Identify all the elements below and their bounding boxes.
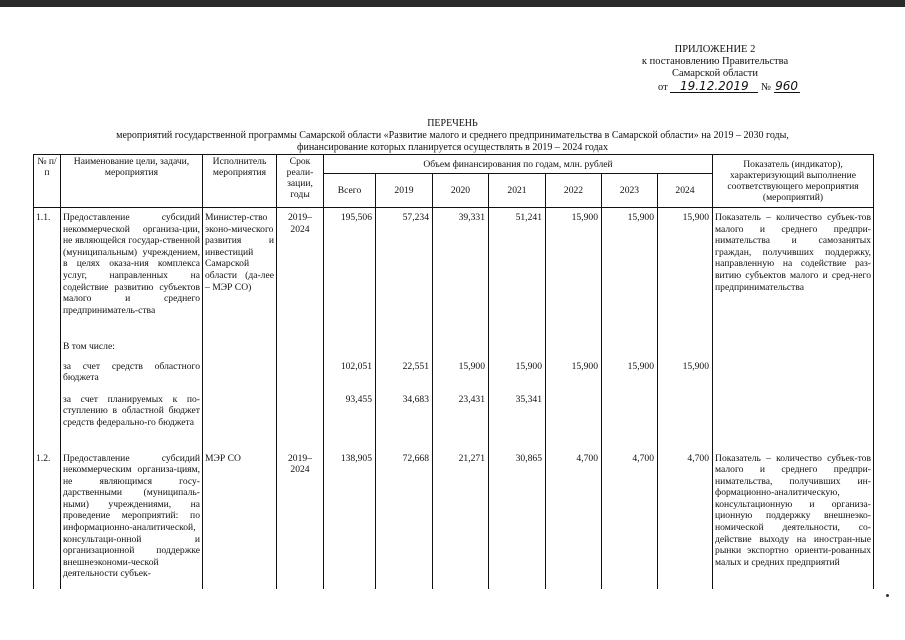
header-indicator: Показатель (индикатор), характеризующий выполнение соответствующего мероприятия (мероприятий) (713, 155, 874, 208)
row-value-2022: 15,900 (546, 208, 602, 340)
row-value-2022: 4,700 (546, 449, 602, 589)
row-value-2019: 22,551 (376, 360, 433, 393)
row-value-2021: 51,241 (489, 208, 546, 340)
header-funding: Объем финансирования по годам, млн. рублей (324, 155, 713, 174)
row-value-2020: 39,331 (433, 208, 489, 340)
row-value-2020: 21,271 (433, 449, 489, 589)
row-term (277, 360, 324, 393)
document-heading: ПЕРЕЧЕНЬ (427, 118, 478, 129)
row-value-2019: 34,683 (376, 393, 433, 449)
row-executor: МЭР СО (203, 449, 277, 589)
row-value-2024: 4,700 (658, 449, 713, 589)
table-row-1-1 (34, 208, 874, 340)
row-total: 138,905 (324, 449, 376, 589)
ot-label: от (658, 82, 668, 93)
appendix-line-3: Самарской области (672, 68, 758, 79)
row-indicator: Показатель – количество субъек-тов малого и среднего предпри-нимательства, получивших ин-формационно-аналитическую, консультационную и организа-ционную поддержку внешнеэко-номической деятельности, со-действие выходу на иностран-ные рынки экспортно ориенти-рованных малых и средних предприятий (713, 449, 874, 589)
row-total: 93,455 (324, 393, 376, 449)
row-value-2022 (546, 393, 602, 449)
header-executor: Исполнитель мероприятия (203, 155, 277, 208)
row-name: за счет средств областного бюджета (61, 360, 203, 393)
table-row-federal-budget (34, 393, 874, 449)
row-value-2022 (546, 340, 602, 360)
row-term (277, 340, 324, 360)
appendix-date-line (658, 80, 800, 93)
appendix-title: ПРИЛОЖЕНИЕ 2 (674, 44, 756, 55)
scan-speck (886, 594, 889, 597)
row-executor (203, 360, 277, 393)
row-term: 2019–2024 (277, 208, 324, 340)
row-executor: Министер-ство эконо-мического развития и инвестиций Самарской области (да-лее – МЭР СО) (203, 208, 277, 340)
row-name: Предоставление субсидий некоммерческой организа-ции, не являющейся государ-ственной (муниципальным) учреждением, в целях оказа-ния комплекса услуг, направленных на содействие развитию субъектов малого и среднего предприниматель-ства (61, 208, 203, 340)
header-year-2023: 2023 (602, 174, 658, 208)
row-num (34, 360, 61, 393)
row-num: 1.2. (34, 449, 61, 589)
row-total (324, 340, 376, 360)
row-num (34, 340, 61, 360)
row-value-2023 (602, 340, 658, 360)
row-value-2023: 15,900 (602, 360, 658, 393)
row-total: 102,051 (324, 360, 376, 393)
row-value-2021: 35,341 (489, 393, 546, 449)
row-name: Предоставление субсидий некоммерческим организа-циям, не являющимся госу-дарственными (муниципаль-ными) учреждениями, на проведение мероприятий: по информационно-аналитической, консультаци-онной и организационной поддержке внешнеэкономи-ческой деятельности субъек- (61, 449, 203, 589)
header-year-2019: 2019 (376, 174, 433, 208)
row-executor (203, 340, 277, 360)
row-value-2020 (433, 340, 489, 360)
row-name: за счет планируемых к по-ступлению в областной бюджет средств федерально-го бюджета (61, 393, 203, 449)
row-num: 1.1. (34, 208, 61, 340)
header-term: Срок реали-зации, годы (277, 155, 324, 208)
row-value-2021 (489, 340, 546, 360)
row-value-2021: 30,865 (489, 449, 546, 589)
row-value-2020: 15,900 (433, 360, 489, 393)
row-name: В том числе: (61, 340, 203, 360)
header-year-2020: 2020 (433, 174, 489, 208)
row-num (34, 393, 61, 449)
handwritten-number: 960 (775, 79, 799, 93)
measures-table (33, 154, 874, 589)
row-executor (203, 393, 277, 449)
row-value-2019: 72,668 (376, 449, 433, 589)
row-value-2020: 23,431 (433, 393, 489, 449)
row-value-2023: 15,900 (602, 208, 658, 340)
scan-top-border (0, 0, 905, 7)
row-indicator (713, 340, 874, 360)
header-name: Наименование цели, задачи, мероприятия (61, 155, 203, 208)
table-row-including (34, 340, 874, 360)
header-year-2024: 2024 (658, 174, 713, 208)
row-term (277, 393, 324, 449)
row-value-2019 (376, 340, 433, 360)
header-total: Всего (324, 174, 376, 208)
row-value-2024 (658, 340, 713, 360)
row-value-2024 (658, 393, 713, 449)
appendix-line-2: к постановлению Правительства (641, 56, 789, 67)
number-label: № (760, 82, 771, 93)
document-subtitle-line-2: финансирование которых планируется осуществлять в 2019 – 2024 годах (297, 142, 608, 153)
row-value-2019: 57,234 (376, 208, 433, 340)
row-total: 195,506 (324, 208, 376, 340)
table-row-1-2 (34, 449, 874, 589)
table-row-regional-budget (34, 360, 874, 393)
header-num: № п/п (34, 155, 61, 208)
row-value-2022: 15,900 (546, 360, 602, 393)
row-value-2021: 15,900 (489, 360, 546, 393)
row-indicator: Показатель – количество субъек-тов малого и среднего предпри-нимательства и самозанятых граждан, получивших поддержку, направленную на содействие раз-витию субъектов малого и сред-него предпринимательства (713, 208, 874, 340)
appendix-header (600, 44, 830, 80)
handwritten-date: 19.12.2019 (670, 80, 758, 93)
row-indicator (713, 360, 874, 393)
header-year-2022: 2022 (546, 174, 602, 208)
row-indicator (713, 393, 874, 449)
row-value-2024: 15,900 (658, 360, 713, 393)
row-value-2023 (602, 393, 658, 449)
row-value-2023: 4,700 (602, 449, 658, 589)
header-year-2021: 2021 (489, 174, 546, 208)
row-term: 2019–2024 (277, 449, 324, 589)
row-value-2024: 15,900 (658, 208, 713, 340)
document-subtitle-line-1: мероприятий государственной программы Самарской области «Развитие малого и среднего предпринимательства в Самарской области» на 2019 – 2030 годы, (116, 130, 789, 141)
